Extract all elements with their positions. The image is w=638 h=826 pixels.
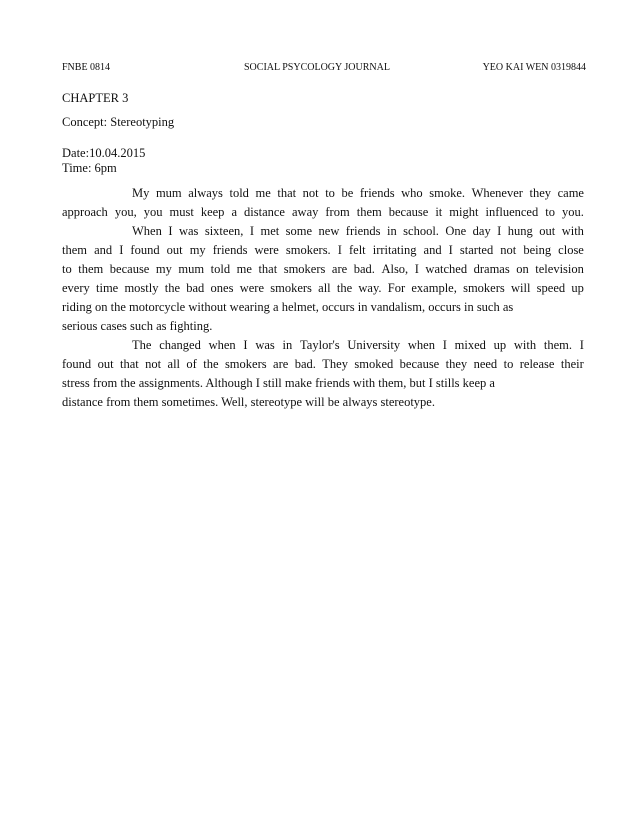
body-word: with xyxy=(561,224,584,238)
body-word: some xyxy=(285,224,313,238)
concept-line: Concept: Stereotyping xyxy=(62,115,175,129)
body-word: of xyxy=(186,357,197,371)
body-word: must xyxy=(169,205,194,219)
body-word: mum xyxy=(178,262,205,276)
body-word: them. xyxy=(543,338,572,352)
body-word: up xyxy=(493,338,507,352)
body-word: every xyxy=(62,281,90,295)
body-word: the xyxy=(203,357,219,371)
header-course-code: FNBE 0814 xyxy=(62,62,111,73)
body-word: met xyxy=(260,224,280,238)
body-word: University xyxy=(347,338,401,352)
body-word: because xyxy=(399,357,440,371)
body-word: smoke. xyxy=(429,186,466,200)
body-word: all xyxy=(167,357,181,371)
body-line-text: stress from the assignments. Although I still make friends with them, but I stills keep a xyxy=(62,376,495,390)
body-line xyxy=(62,317,584,336)
body-word: smokers xyxy=(270,281,312,295)
body-word: out xyxy=(166,243,183,257)
body-word: to xyxy=(62,262,72,276)
body-word: bad xyxy=(186,281,205,295)
body-word: to xyxy=(503,357,514,371)
body-word: they xyxy=(529,186,552,200)
body-word: close xyxy=(558,243,584,257)
body-word: I xyxy=(414,262,419,276)
body-word: watched xyxy=(425,262,468,276)
body-word: Whenever xyxy=(471,186,523,200)
body-word: them xyxy=(62,243,87,257)
header-journal-title: SOCIAL PSYCOLOGY JOURNAL xyxy=(244,62,390,73)
body-word: The xyxy=(132,338,152,352)
body-line xyxy=(62,393,584,412)
body-word: ones xyxy=(210,281,234,295)
body-word: you. xyxy=(562,205,584,219)
body-word: way. xyxy=(358,281,382,295)
body-word: with xyxy=(513,338,537,352)
body-line xyxy=(62,298,584,317)
body-word: not xyxy=(500,243,517,257)
body-line xyxy=(62,336,584,355)
body-word: the xyxy=(164,281,181,295)
body-word: to xyxy=(545,205,555,219)
body-word: being xyxy=(523,243,552,257)
body-word: all xyxy=(318,281,331,295)
body-word: are xyxy=(331,262,348,276)
body-word: I xyxy=(448,243,453,257)
body-word: My xyxy=(132,186,150,200)
body-line xyxy=(62,374,584,393)
body-line xyxy=(62,203,584,222)
body-line xyxy=(62,241,584,260)
body-word: when xyxy=(208,338,236,352)
body-word: I xyxy=(579,338,584,352)
body-word: When xyxy=(132,224,162,238)
body-word: out xyxy=(539,224,556,238)
body-word: they xyxy=(445,357,468,371)
body-word: me xyxy=(255,186,271,200)
body-word: them xyxy=(356,205,382,219)
body-word: smokers. xyxy=(285,243,331,257)
body-word: in xyxy=(282,338,293,352)
body-line xyxy=(62,184,584,203)
body-word: are xyxy=(273,357,289,371)
body-word: new xyxy=(318,224,340,238)
body-word: influenced xyxy=(485,205,539,219)
body-word: you xyxy=(143,205,163,219)
body-word: their xyxy=(560,357,584,371)
body-word: felt xyxy=(348,243,366,257)
body-line-text: riding on the motorcycle without wearing a helmet, occurs in vandalism, occurs in such as xyxy=(62,300,514,314)
body-word: I xyxy=(243,338,248,352)
body-line xyxy=(62,279,584,298)
body-line xyxy=(62,355,584,374)
body-word: I xyxy=(119,243,124,257)
body-line xyxy=(62,222,584,241)
body-word: For xyxy=(387,281,406,295)
body-word: changed xyxy=(159,338,201,352)
body-word: my xyxy=(155,262,172,276)
body-word: that xyxy=(277,186,297,200)
body-word: the xyxy=(336,281,353,295)
body-word: that xyxy=(119,357,139,371)
body-word: smoked xyxy=(354,357,394,371)
body-word: up xyxy=(571,281,584,295)
body-word: away xyxy=(292,205,319,219)
body-word: school. xyxy=(403,224,439,238)
body-word: need xyxy=(473,357,498,371)
body-word: One xyxy=(445,224,467,238)
body-word: friends xyxy=(359,186,395,200)
body-word: irritating xyxy=(372,243,417,257)
body-word: day xyxy=(472,224,491,238)
body-word: told xyxy=(210,262,231,276)
body-word: told xyxy=(229,186,249,200)
body-word: were xyxy=(254,243,279,257)
body-word: because xyxy=(388,205,429,219)
body-word: and xyxy=(94,243,113,257)
body-word: bad. xyxy=(353,262,375,276)
body-word: approach xyxy=(62,205,108,219)
body-word: you, xyxy=(114,205,137,219)
body-word: them xyxy=(78,262,104,276)
body-word: might xyxy=(449,205,479,219)
time-line: Time: 6pm xyxy=(62,161,117,175)
body-word: it xyxy=(435,205,443,219)
body-word: smokers xyxy=(283,262,326,276)
chapter-heading: CHAPTER 3 xyxy=(62,91,129,105)
page-header xyxy=(62,61,586,75)
body-word: smokers xyxy=(463,281,505,295)
journal-body xyxy=(62,184,584,412)
body-word: dramas xyxy=(473,262,510,276)
body-word: Taylor's xyxy=(300,338,340,352)
body-word: example, xyxy=(411,281,457,295)
body-word: in xyxy=(386,224,397,238)
body-word: started xyxy=(459,243,494,257)
body-word: who xyxy=(401,186,423,200)
body-word: a xyxy=(231,205,237,219)
body-word: came xyxy=(557,186,584,200)
body-word: They xyxy=(322,357,348,371)
body-word: that xyxy=(258,262,278,276)
body-word: mixed xyxy=(454,338,486,352)
body-word: I xyxy=(497,224,502,238)
body-word: mum xyxy=(155,186,182,200)
body-word: television xyxy=(535,262,584,276)
body-word: be xyxy=(341,186,354,200)
body-word: out xyxy=(97,357,114,371)
body-word: me xyxy=(236,262,252,276)
body-word: release xyxy=(519,357,555,371)
body-word: on xyxy=(516,262,529,276)
body-word: from xyxy=(325,205,350,219)
body-word: I xyxy=(249,224,255,238)
body-word: Also, xyxy=(381,262,409,276)
body-word: because xyxy=(109,262,150,276)
body-word: when xyxy=(407,338,435,352)
body-word: I xyxy=(168,224,173,238)
body-word: were xyxy=(239,281,264,295)
body-word: sixteen, xyxy=(204,224,244,238)
body-word: friends xyxy=(212,243,248,257)
body-word: not xyxy=(145,357,162,371)
body-word: keep xyxy=(200,205,225,219)
body-word: smokers xyxy=(224,357,267,371)
body-word: will xyxy=(510,281,531,295)
body-word: my xyxy=(189,243,206,257)
body-word: found xyxy=(130,243,160,257)
body-word: mostly xyxy=(124,281,159,295)
date-line: Date:10.04.2015 xyxy=(62,146,146,160)
body-word: was xyxy=(255,338,275,352)
body-word: was xyxy=(178,224,199,238)
header-author: YEO KAI WEN 0319844 xyxy=(482,62,586,73)
body-word: always xyxy=(188,186,223,200)
body-word: and xyxy=(423,243,442,257)
body-word: to xyxy=(325,186,335,200)
body-word: bad. xyxy=(294,357,316,371)
body-word: not xyxy=(302,186,319,200)
body-line-text: serious cases such as fighting. xyxy=(62,319,213,333)
body-word: found xyxy=(62,357,92,371)
body-word: time xyxy=(96,281,119,295)
body-line-text: distance from them sometimes. Well, stereotype will be always stereotype. xyxy=(62,395,435,409)
body-word: hung xyxy=(507,224,533,238)
body-word: I xyxy=(337,243,342,257)
body-word: speed xyxy=(536,281,566,295)
body-word: friends xyxy=(345,224,381,238)
body-line xyxy=(62,260,584,279)
body-word: distance xyxy=(244,205,285,219)
body-word: I xyxy=(442,338,447,352)
